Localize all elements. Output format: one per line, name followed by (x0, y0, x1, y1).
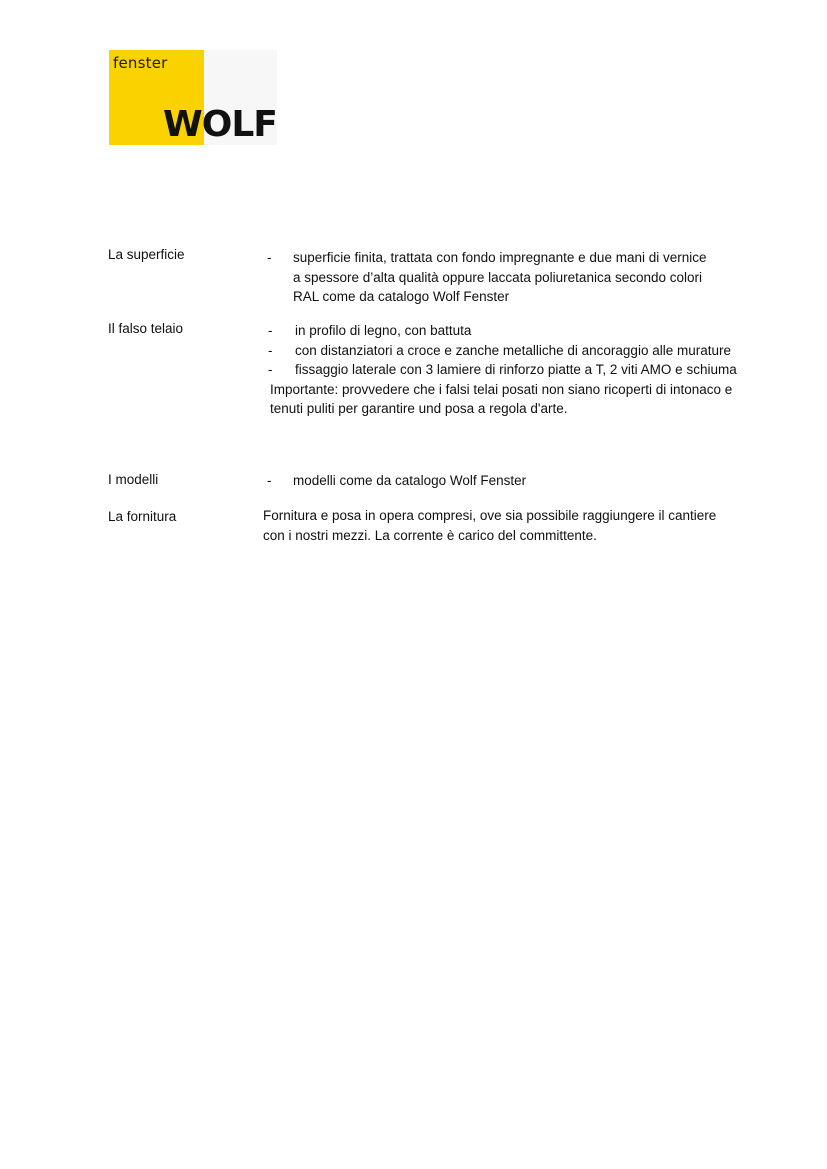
list-item (268, 360, 743, 380)
bullet-text: in profilo di legno, con battuta (295, 323, 472, 338)
logo-small-text: fenster (113, 54, 168, 72)
bullet-text: modelli come da catalogo Wolf Fenster (293, 473, 527, 488)
section-fornitura-text: Fornitura e posa in opera compresi, ove sia possibile raggiungere il cantiere con i nostri mezzi. La corrente è carico del committente. (263, 508, 717, 543)
note-text: Importante: provvedere che i falsi telai posati non siano ricoperti di intonaco e tenuti puliti per garantire und posa a regola d'arte. (270, 381, 733, 416)
section-label-fornitura: La fornitura (108, 509, 177, 524)
section-label-superficie: La superficie (108, 247, 185, 262)
bullet-text: con distanziatori a croce e zanche metalliche di ancoraggio alle murature (295, 342, 731, 358)
logo-brand-text: WOLF (163, 104, 277, 145)
list-item (267, 471, 777, 491)
bullet-dash: - (267, 250, 272, 265)
section-modelli (267, 471, 777, 491)
bullet-line: RAL come da catalogo Wolf Fenster (293, 289, 510, 304)
bullet-line: a spessore d’alta qualità oppure laccata poliuretanica secondo colori (293, 269, 703, 285)
bullet-dash: - (268, 342, 273, 358)
bullet-dash: - (268, 323, 273, 338)
bullet-line: superficie finita, trattata con fondo impregnante e due mani di vernice (293, 250, 707, 265)
section-falso-telaio (268, 321, 743, 419)
bullet-dash: - (268, 362, 273, 377)
bullet-text: fissaggio laterale con 3 lamiere di rinforzo piatte a T, 2 viti AMO e schiuma (295, 362, 737, 377)
section-label-modelli: I modelli (108, 472, 159, 487)
bullet-dash: - (267, 473, 272, 488)
section-superficie (267, 248, 777, 307)
list-item (267, 248, 777, 307)
company-logo (109, 50, 277, 145)
section-label-falso-telaio: Il falso telaio (108, 321, 184, 336)
list-item (268, 341, 743, 361)
list-item (268, 321, 743, 341)
